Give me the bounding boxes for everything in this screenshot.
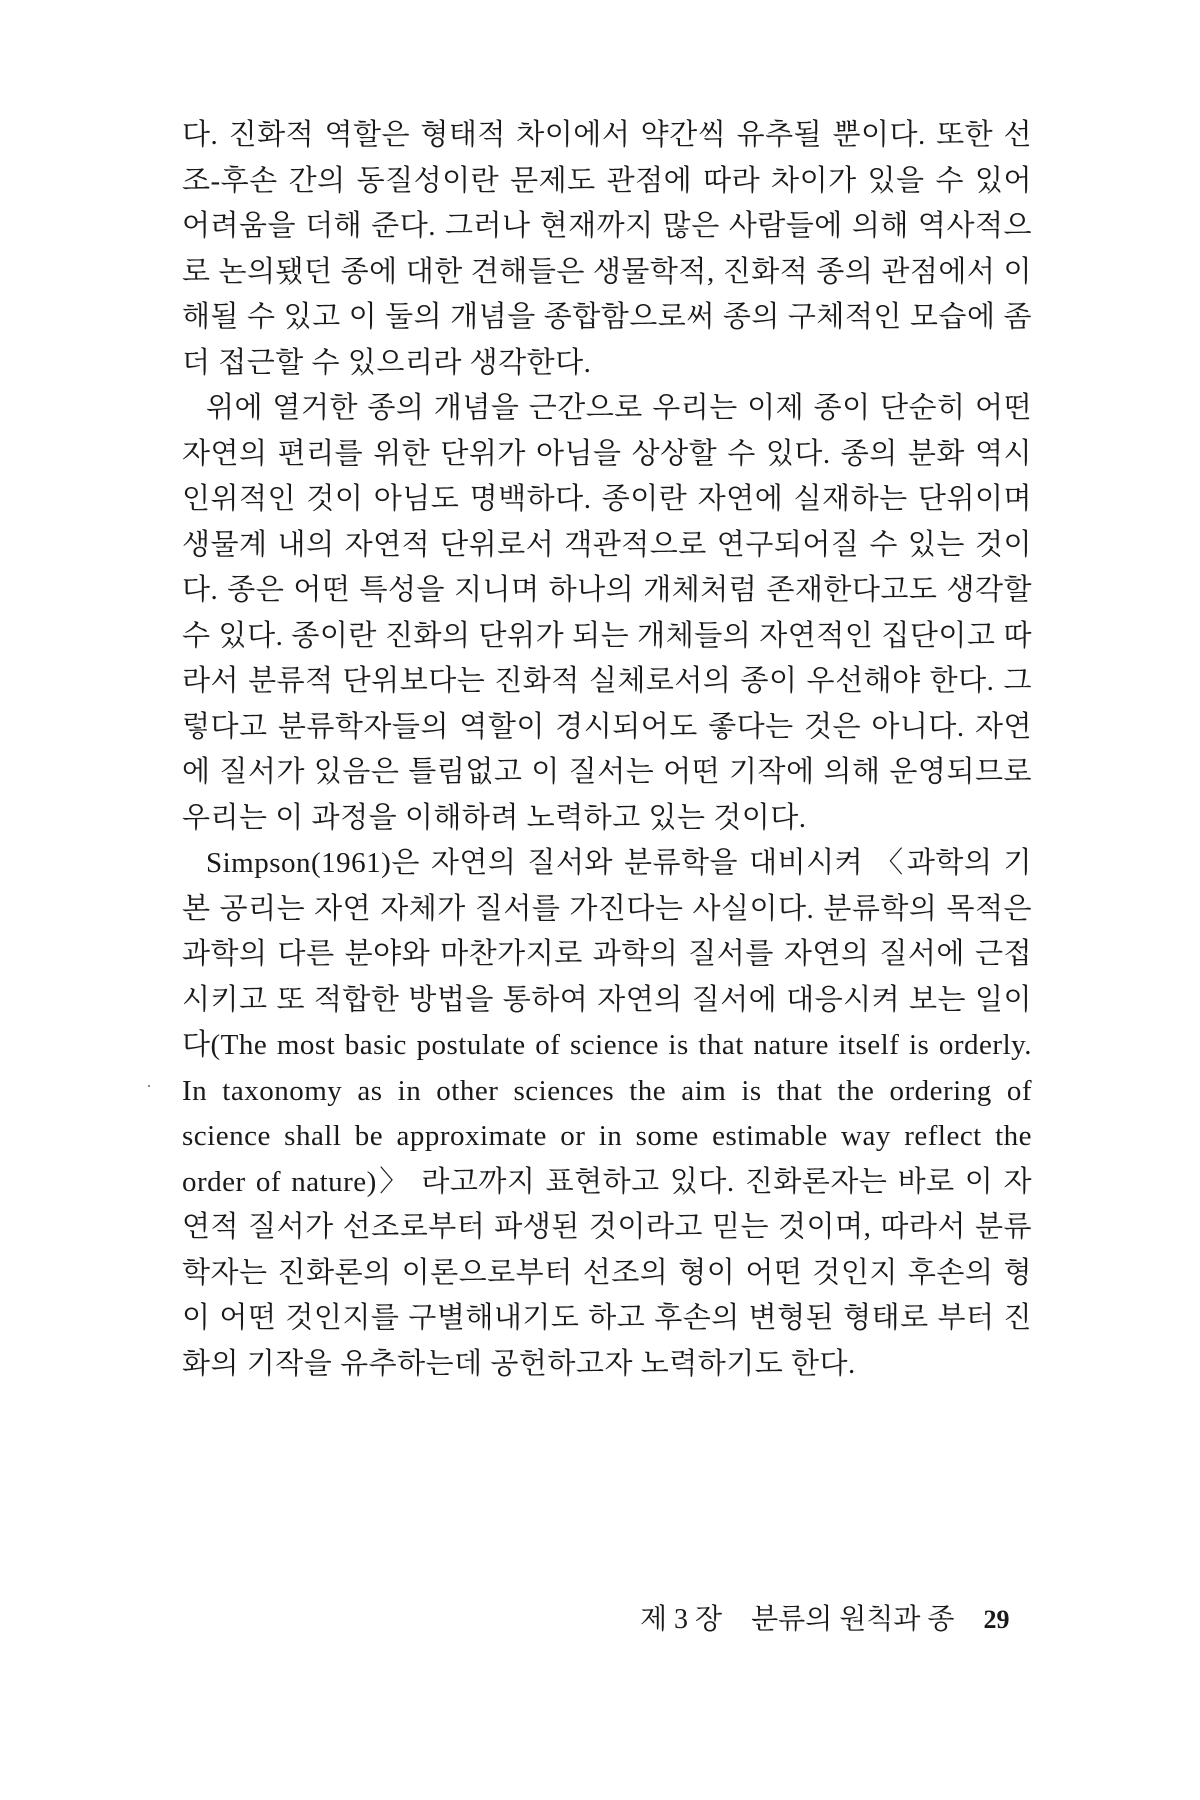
page-number: 29 (983, 1605, 1010, 1634)
chapter-title: 분류의 원칙과 종 (751, 1604, 955, 1635)
chapter-label: 제 3 장 (640, 1604, 723, 1635)
paragraph-2: 위에 열거한 종의 개념을 근간으로 우리는 이제 종이 단순히 어떤 자연의 편리를 위한 단위가 아님을 상상할 수 있다. 종의 분화 역시 인위적인 것이 아님도 명백하다. 종이란 자연에 실재하는 단위이며 생물계 내의 자연적 단위로서 객관적으로 연구되어질 수 있는 것이다. 종은 어떤 특성을 지니며 하나의 개체처럼 존재한다고도 생각할 수 있다. 종이란 진화의 단위가 되는 개체들의 자연적인 집단이고 따라서 분류적 단위보다는 진화적 실체로서의 종이 우선해야 한다. 그렇다고 분류학자들의 역할이 경시되어도 좋다는 것은 아니다. 자연에 질서가 있음은 틀림없고 이 질서는 어떤 기작에 의해 운영되므로 우리는 이 과정을 이해하려 노력하고 있는 것이다. (182, 392, 1032, 834)
paragraph-1: 다. 진화적 역할은 형태적 차이에서 약간씩 유추될 뿐이다. 또한 선조-후손 간의 동질성이란 문제도 관점에 따라 차이가 있을 수 있어 어려움을 더해 준다. 그러나 현재까지 많은 사람들에 의해 역사적으로 논의됐던 종에 대한 견해들은 생물학적, 진화적 종의 관점에서 이해될 수 있고 이 둘의 개념을 종합함으로써 종의 구체적인 모습에 좀더 접근할 수 있으리라 생각한다. (182, 119, 1032, 379)
running-footer (640, 1597, 1009, 1637)
body-text (182, 113, 1032, 1387)
scan-speck (148, 1085, 150, 1087)
paragraph-3: Simpson(1961)은 자연의 질서와 분류학을 대비시켜 〈과학의 기본 공리는 자연 자체가 질서를 가진다는 사실이다. 분류학의 목적은 과학의 다른 분야와 마찬가지로 과학의 질서를 자연의 질서에 근접시키고 또 적합한 방법을 통하여 자연의 질서에 대응시켜 보는 일이다(The most basic postulate of science is that nature itself is orderly. In taxonomy as in other sciences the aim is that the ordering of science shall be approximate or in some estimable way reflect the order of nature)〉 라고까지 표현하고 있다. 진화론자는 바로 이 자연적 질서가 선조로부터 파생된 것이라고 믿는 것이며, 따라서 분류학자는 진화론의 이론으로부터 선조의 형이 어떤 것인지 후손의 형이 어떤 것인지를 구별해내기도 하고 후손의 변형된 형태로 부터 진화의 기작을 유추하는데 공헌하고자 노력하기도 한다. (182, 847, 1032, 1380)
